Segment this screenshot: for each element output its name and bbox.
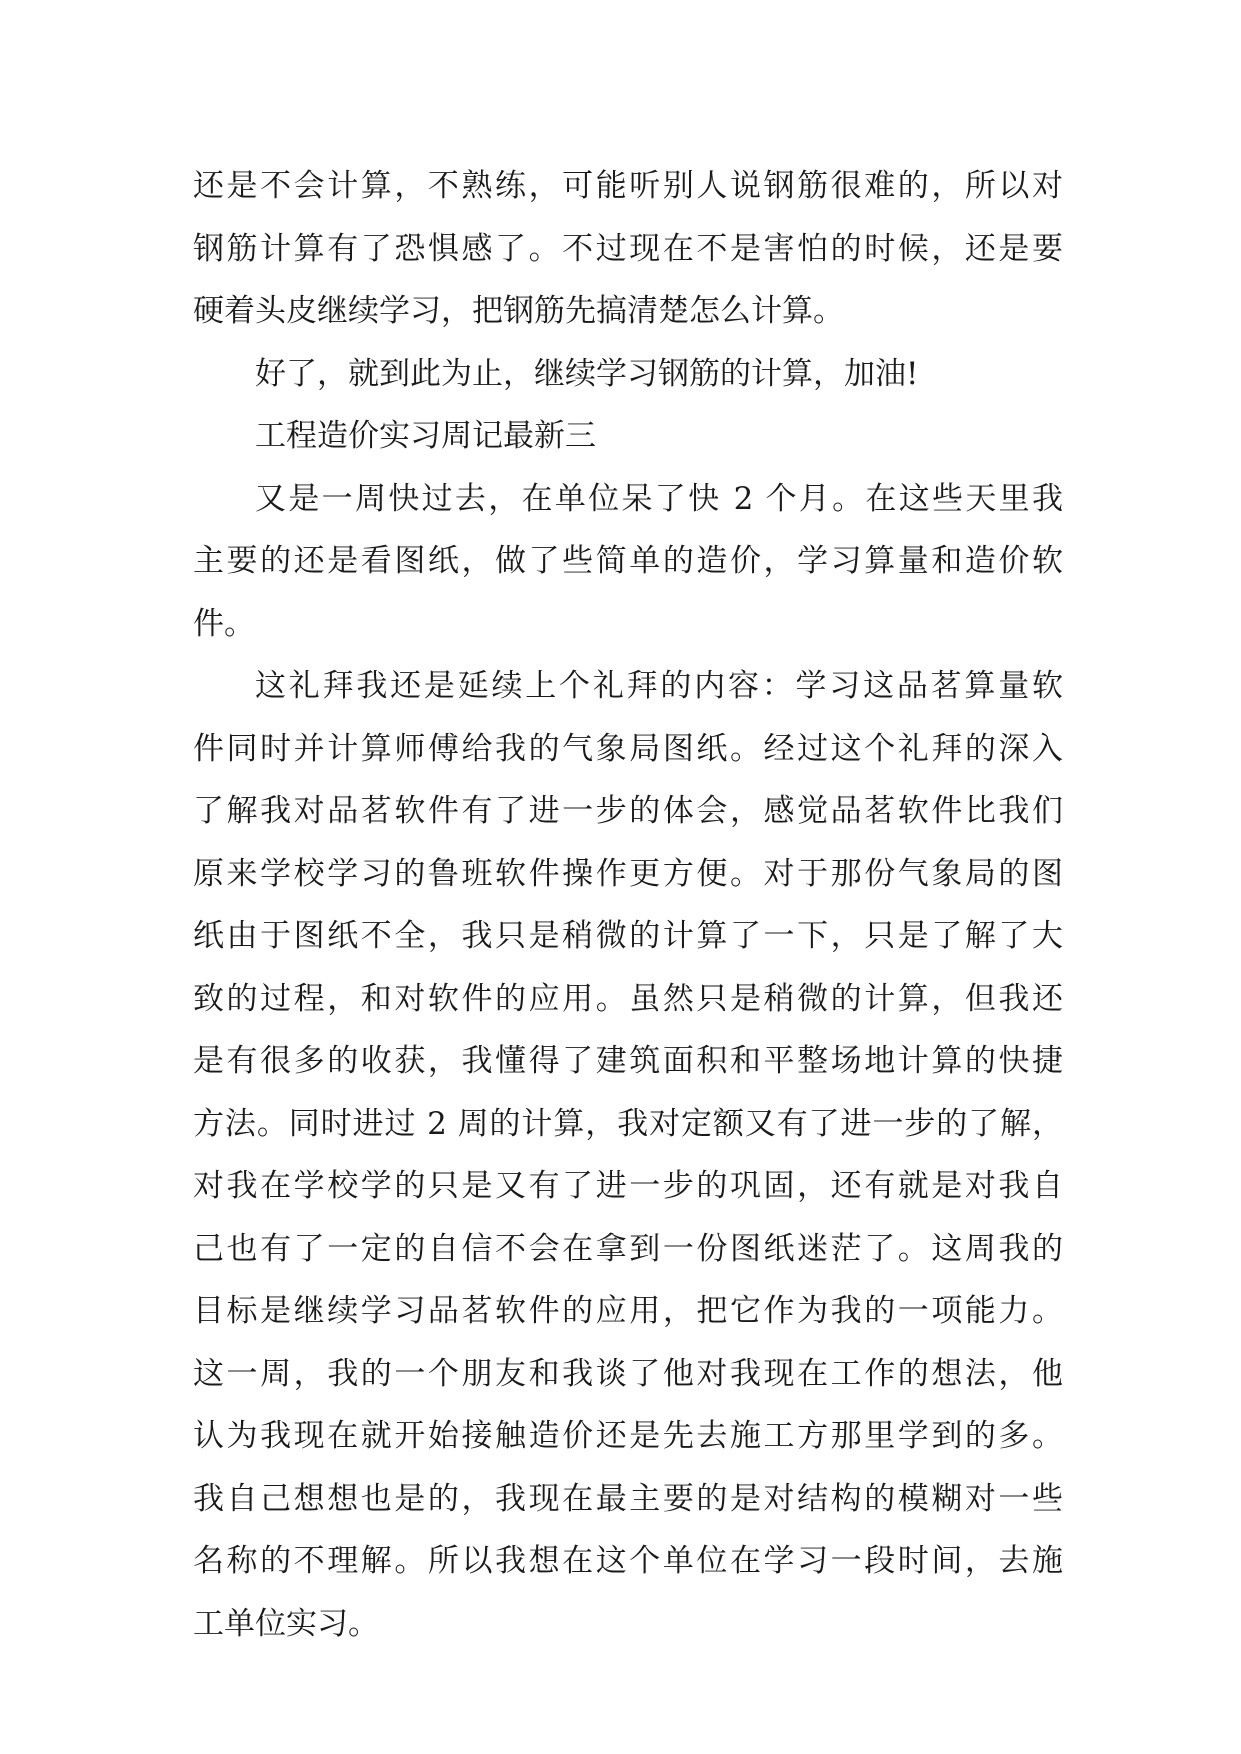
text-line: 硬着头皮继续学习，把钢筋先搞清楚怎么计算。 [193,293,844,329]
text-line: 好了，就到此为止，继续学习钢筋的计算，加油! [255,355,919,392]
text-line: 这一周，我的一个朋友和我谈了他对我现在工作的想法，他 [193,1355,1063,1392]
text-line: 主要的还是看图纸，做了些简单的造价，学习算量和造价软 [193,543,1063,579]
text-line: 了解我对品茗软件有了进一步的体会，感觉品茗软件比我们 [193,793,1063,829]
text-line: 是有很多的收获，我懂得了建筑面积和平整场地计算的快捷 [193,1043,1063,1079]
text-line: 工单位实习。 [193,1605,379,1642]
text-line: 方法。同时进过 2 周的计算，我对定额又有了进一步的了解， [193,1105,1063,1142]
text-line: 件。 [193,605,255,642]
text-line: 致的过程，和对软件的应用。虽然只是稍微的计算，但我还 [193,980,1063,1017]
text-line: 认为我现在就开始接触造价还是先去施工方那里学到的多。 [193,1418,1063,1454]
text-line: 原来学校学习的鲁班软件操作更方便。对于那份气象局的图 [193,855,1063,892]
text-line: 还是不会计算，不熟练，可能听别人说钢筋很难的，所以对 [193,168,1063,204]
text-line: 对我在学校学的只是又有了进一步的巩固，还有就是对我自 [193,1168,1063,1204]
text-line: 件同时并计算师傅给我的气象局图纸。经过这个礼拜的深入 [193,730,1063,767]
text-line: 己也有了一定的自信不会在拿到一份图纸迷茫了。这周我的 [193,1230,1063,1267]
text-line: 这礼拜我还是延续上个礼拜的内容：学习这品茗算量软 [255,668,1063,704]
text-line: 目标是继续学习品茗软件的应用，把它作为我的一项能力。 [193,1293,1063,1329]
text-line: 又是一周快过去，在单位呆了快 2 个月。在这些天里我 [255,480,1063,517]
text-line: 纸由于图纸不全，我只是稍微的计算了一下，只是了解了大 [193,918,1063,954]
text-line: 我自己想想也是的，我现在最主要的是对结构的模糊对一些 [193,1480,1063,1517]
section-heading: 工程造价实习周记最新三 [255,418,596,454]
text-line: 名称的不理解。所以我想在这个单位在学习一段时间，去施 [193,1543,1063,1579]
body-text [193,155,1063,1655]
text-line: 钢筋计算有了恐惧感了。不过现在不是害怕的时候，还是要 [193,230,1063,267]
